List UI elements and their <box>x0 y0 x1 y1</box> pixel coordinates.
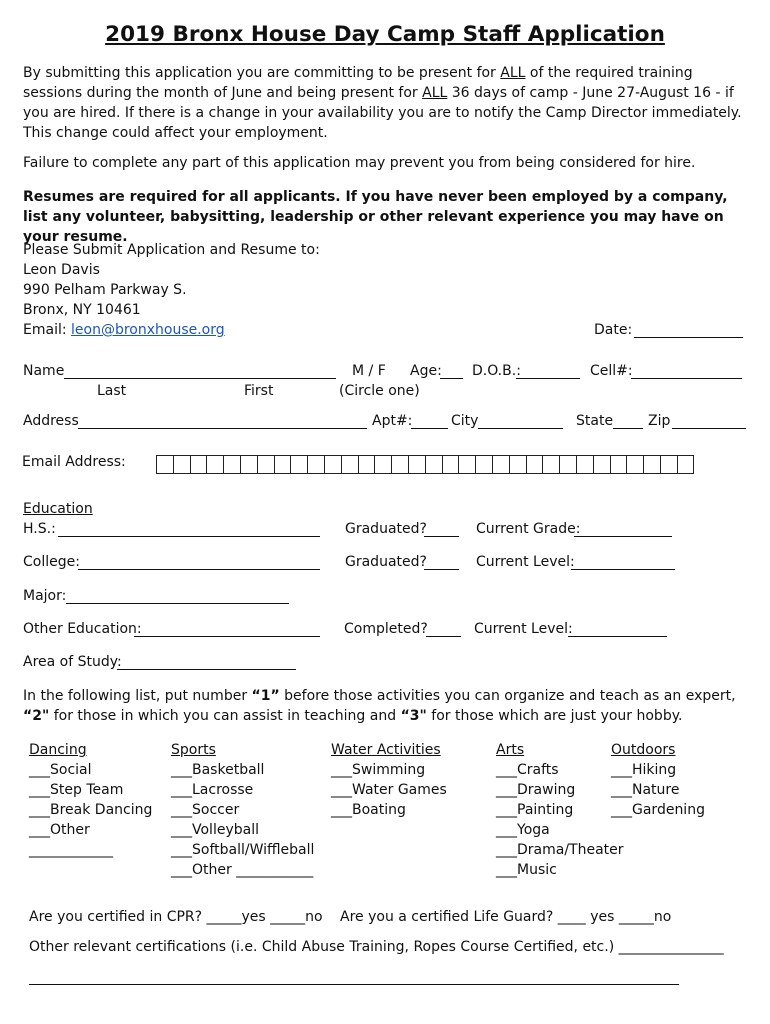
activity-item-sports[interactable]: ___Basketball <box>171 762 265 778</box>
age-field[interactable] <box>440 378 463 379</box>
cpr-question: Are you certified in CPR? _____yes _____no <box>29 909 323 925</box>
email-address-label: Email Address: <box>22 454 126 470</box>
hs-field[interactable] <box>58 536 320 537</box>
cell-field[interactable] <box>631 378 742 379</box>
activities-instructions: In the following list, put number “1” before those activities you can organize and teach as an expert, “2" for those in which you can assist in teaching and “3" for those which are just your hobby. <box>23 688 736 724</box>
activity-item-dancing[interactable]: ___Step Team <box>29 782 124 798</box>
activity-heading-outdoors: Outdoors <box>611 742 676 758</box>
certifications-extra-line[interactable] <box>29 984 679 985</box>
other-education-label: Other Education: <box>23 621 142 637</box>
activity-heading-water-activities: Water Activities <box>331 742 441 758</box>
college-graduated-field[interactable] <box>424 569 459 570</box>
current-grade-field[interactable] <box>574 536 672 537</box>
area-of-study-field[interactable] <box>117 669 296 670</box>
state-label: State <box>576 413 614 429</box>
gender-option[interactable]: M / F <box>352 363 386 379</box>
other-current-level-label: Current Level: <box>474 621 573 637</box>
city-label: City <box>451 413 479 429</box>
zip-field[interactable] <box>672 428 746 429</box>
current-grade-label: Current Grade: <box>476 521 581 537</box>
activity-item-arts[interactable]: ___Yoga <box>496 822 550 838</box>
zip-label: Zip <box>648 413 671 429</box>
college-field[interactable] <box>78 569 320 570</box>
activity-item-dancing[interactable]: ___Other <box>29 822 90 838</box>
activity-item-arts[interactable]: ___Drawing <box>496 782 576 798</box>
activity-item-water-activities[interactable]: ___Boating <box>331 802 406 818</box>
first-name-caption: First <box>244 383 274 399</box>
hs-graduated-field[interactable] <box>424 536 459 537</box>
major-field[interactable] <box>66 603 289 604</box>
activity-item-sports[interactable]: ___Soccer <box>171 802 240 818</box>
activity-item-water-activities[interactable]: ___Water Games <box>331 782 447 798</box>
age-label: Age: <box>410 363 442 379</box>
failure-notice: Failure to complete any part of this application may prevent you from being considered for hire. <box>23 155 696 171</box>
name-label: Name <box>23 363 65 379</box>
activity-item-sports[interactable]: ___Softball/Wiffleball <box>171 842 315 858</box>
other-certifications: Other relevant certifications (i.e. Child Abuse Training, Ropes Course Certified, etc.) _______________ <box>29 939 724 955</box>
address-field[interactable] <box>78 428 367 429</box>
major-label: Major: <box>23 588 67 604</box>
submit-street: 990 Pelham Parkway S. <box>23 282 187 298</box>
completed-field[interactable] <box>426 636 461 637</box>
lifeguard-question: Are you a certified Life Guard? ____ yes _____no <box>340 909 672 925</box>
activity-heading-dancing: Dancing <box>29 742 87 758</box>
hs-label: H.S.: <box>23 521 56 537</box>
submit-name: Leon Davis <box>23 262 100 278</box>
date-field[interactable] <box>634 337 743 338</box>
submit-email-link[interactable]: leon@bronxhouse.org <box>71 322 225 338</box>
address-label: Address <box>23 413 79 429</box>
circle-one-caption: (Circle one) <box>339 383 420 399</box>
other-current-level-field[interactable] <box>568 636 667 637</box>
college-current-level-label: Current Level: <box>476 554 575 570</box>
city-field[interactable] <box>478 428 563 429</box>
activity-item-dancing[interactable]: ___Break Dancing <box>29 802 153 818</box>
intro-paragraph: By submitting this application you are committing to be present for ALL of the required training sessions during the month of June and being present for ALL 36 days of camp - June 27-August 16 - if you are hired. If there is a change in your availability you are to notify the Camp Director immediately. This change could affect your employment. <box>23 65 742 141</box>
activity-heading-sports: Sports <box>171 742 216 758</box>
activity-item-sports[interactable]: ___Volleyball <box>171 822 259 838</box>
activity-item-dancing[interactable]: ___Social <box>29 762 92 778</box>
other-education-field[interactable] <box>134 636 320 637</box>
last-name-caption: Last <box>97 383 127 399</box>
cell-label: Cell#: <box>590 363 633 379</box>
activity-item-sports[interactable]: ___Lacrosse <box>171 782 254 798</box>
college-graduated-label: Graduated? <box>345 554 427 570</box>
activity-item-arts[interactable]: ___Music <box>496 862 557 878</box>
activity-item-arts[interactable]: ___Drama/Theater <box>496 842 624 858</box>
activity-item-arts[interactable]: ___Painting <box>496 802 574 818</box>
completed-label: Completed? <box>344 621 428 637</box>
state-field[interactable] <box>613 428 643 429</box>
apt-label: Apt#: <box>372 413 413 429</box>
education-heading: Education <box>23 501 93 517</box>
submit-heading: Please Submit Application and Resume to: <box>23 242 320 258</box>
college-label: College: <box>23 554 80 570</box>
hs-graduated-label: Graduated? <box>345 521 427 537</box>
area-of-study-label: Area of Study: <box>23 654 122 670</box>
activity-item-outdoors[interactable]: ___Hiking <box>611 762 677 778</box>
name-field[interactable] <box>64 378 336 379</box>
activity-heading-arts: Arts <box>496 742 525 758</box>
activity-item-water-activities[interactable]: ___Swimming <box>331 762 426 778</box>
date-label: Date: <box>594 322 633 338</box>
activity-item-dancing[interactable]: ____________ <box>29 842 113 858</box>
dob-label: D.O.B.: <box>472 363 521 379</box>
activity-item-arts[interactable]: ___Crafts <box>496 762 559 778</box>
apt-field[interactable] <box>411 428 448 429</box>
page-title: 2019 Bronx House Day Camp Staff Application <box>105 22 665 47</box>
activity-item-sports[interactable]: ___Other ___________ <box>171 862 314 878</box>
activity-item-outdoors[interactable]: ___Nature <box>611 782 680 798</box>
activity-item-outdoors[interactable]: ___Gardening <box>611 802 705 818</box>
college-current-level-field[interactable] <box>571 569 675 570</box>
dob-field[interactable] <box>516 378 580 379</box>
email-address-boxes[interactable] <box>156 455 694 474</box>
submit-city: Bronx, NY 10461 <box>23 302 141 318</box>
resume-notice: Resumes are required for all applicants. If you have never been employed by a company, list any volunteer, babysitting, leadership or other relevant experience you may have on your resume. <box>23 189 728 245</box>
submit-email-row: Email: leon@bronxhouse.org <box>23 322 225 338</box>
